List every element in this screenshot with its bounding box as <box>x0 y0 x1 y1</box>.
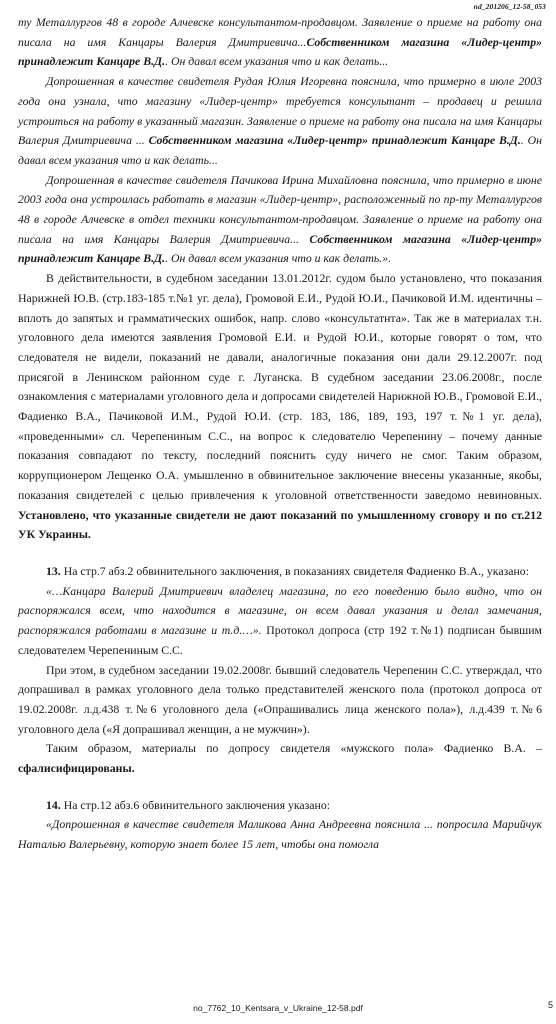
emphasis-text: 14. <box>46 797 61 812</box>
emphasis-text: Установлено, что указанные свидетели не дают показаний по умышленному сговору и по ст.212 УК Украины. <box>18 507 542 542</box>
paragraph <box>18 796 542 816</box>
document-body <box>18 13 542 855</box>
footer-filename: no_7762_10_Kentsara_v_Ukraine_12-58.pdf <box>193 1003 363 1013</box>
paragraph <box>18 739 542 778</box>
text-run: . Он давал всем указания что и как делать... <box>18 133 542 167</box>
paragraph <box>18 171 542 270</box>
paragraph <box>18 562 542 582</box>
paragraph <box>18 661 542 740</box>
paragraph <box>18 815 542 854</box>
text-run: . Он давал всем указания что и как делать... <box>165 54 389 69</box>
text-run: . Он давал всем указания что и как делать.». <box>165 251 392 266</box>
emphasis-text: сфалисифицированы. <box>18 761 135 776</box>
text-run: Допрошенная в качестве свидетеля Пачикова Ирина Михайловна пояснила, что примерно в июне 2003 года она устроилась работать в магазин «Лидер-центр», расположенный по пр-ту Металлургов 48 в городе Алчевске в отдел техники консультантом-продавцом. Заявление о приеме на работу она писала на имя Канцары Валерия Дмитриевича... <box>18 172 542 246</box>
emphasis-text: Собственником магазина «Лидер-центр» принадлежит Канцаре В.Д. <box>148 133 521 148</box>
paragraph <box>18 582 542 661</box>
paragraph <box>18 13 542 72</box>
text-run: ту Металлургов 48 в городе Алчевске консультантом-продавцом. Заявление о приеме на работу она писала на имя Канцары Валерия Дмитриевича... <box>18 15 542 49</box>
text-run: «Допрошенная в качестве свидетеля Маликова Анна Андреевна пояснила ... попросила Марийчук Наталью Валерьевну, которую знает более 15 лет, чтобы она помогла <box>18 817 542 852</box>
emphasis-text: Собственником магазина «Лидер-центр» принадлежит Канцаре В.Д. <box>18 34 542 69</box>
paragraph <box>18 72 542 171</box>
text-run: «…Канцара Валерий Дмитриевич владелец магазина, по его поведению было видно, что он распоряжался всем, что находится в магазине, он всем давал указания и делал замечания, распоряжался работами в магазине и т.д.…». <box>18 583 542 638</box>
emphasis-text: Собственником магазина «Лидер-центр» принадлежит Канцаре В.Д. <box>18 231 542 266</box>
text-run: Допрошенная в качестве свидетеля Рудая Юлия Игоревна пояснила, что примерно в июле 2003 года она узнала, что магазину «Лидер-центр» требуется консультант – продавец и решила устроиться на работу в указанный магазин. Заявление о приеме на работу она писала на имя Канцары Валерия Дмитриевича ... <box>18 74 542 148</box>
text-run: Протокол допроса (стр 192 т.№1) подписан бывшим следователем Черепениным С.С. <box>18 623 542 657</box>
emphasis-text: 13. <box>46 563 61 578</box>
text-run: На стр.7 абз.2 обвинительного заключения, в показаниях свидетеля Фадиенко В.А., указано: <box>60 563 529 578</box>
page-number: 5 <box>547 1000 553 1010</box>
document-id-header: nd_201206_12-58_053 <box>473 2 546 11</box>
text-run: В действительности, в судебном заседании 13.01.2012г. судом было установлено, что показания Нарижней Ю.В. (стр.183-185 т.№1 уг. дела), Громовой Е.И., Рудой Ю.И., Пачиковой И.М. идентичны – вплоть до запятых и грамматических ошибок, напр. слово «консультатнта». Так же в материалах т.н. уголовного дела имеются заявления Громовой Е.И. и Рудой Ю.И., которые говорят о том, что следователя не видели, показаний не давали, аналогичные показания они дали 29.12.2007г. под присягой в Ленинском районном суде г. Луганска. В судебном заседании 23.06.2008г., после ознакомления с материалами уголовного дела и допросами свидетелей Нарижной Ю.В., Громовой Е.И., Фадиенко В.А., Пачиковой И.М., Рудой Ю.И. (стр. 183, 186, 189, 193, 197 т.№1 уг. дела), «проведенными» сл. Черепениным С.С., на вопрос к следователю Черепенину – почему данные показания совпадают по тексту, последний пояснить суду ничего не смог. Таким образом, коррупционером Лещенко О.А. умышленно в обвинительное заключение внесены указанные, якобы, показания свидетелей с целью привлечения к уголовной ответственности заведомо невиновных. <box>18 271 542 502</box>
text-run: На стр.12 абз.6 обвинительного заключения указано: <box>60 797 331 812</box>
paragraph-spacer <box>18 779 542 796</box>
text-run: Таким образом, материалы по допросу свидетеля «мужского пола» Фадиенко В.А. – <box>46 741 542 756</box>
text-run: При этом, в судебном заседании 19.02.2008г. бывший следователь Черепенин С.С. утверждал, что допрашивал в рамках уголовного дела только представителей женского пола (протокол допроса от 19.02.2008г. л.д.438 т.№6 уголовного дела («Опрашивались лица женского пола»), л.д.439 т.№6 уголовного дела («Я допрашивал женщин, а не мужчин»). <box>18 662 542 736</box>
paragraph-spacer <box>18 545 542 562</box>
paragraph <box>18 269 542 545</box>
